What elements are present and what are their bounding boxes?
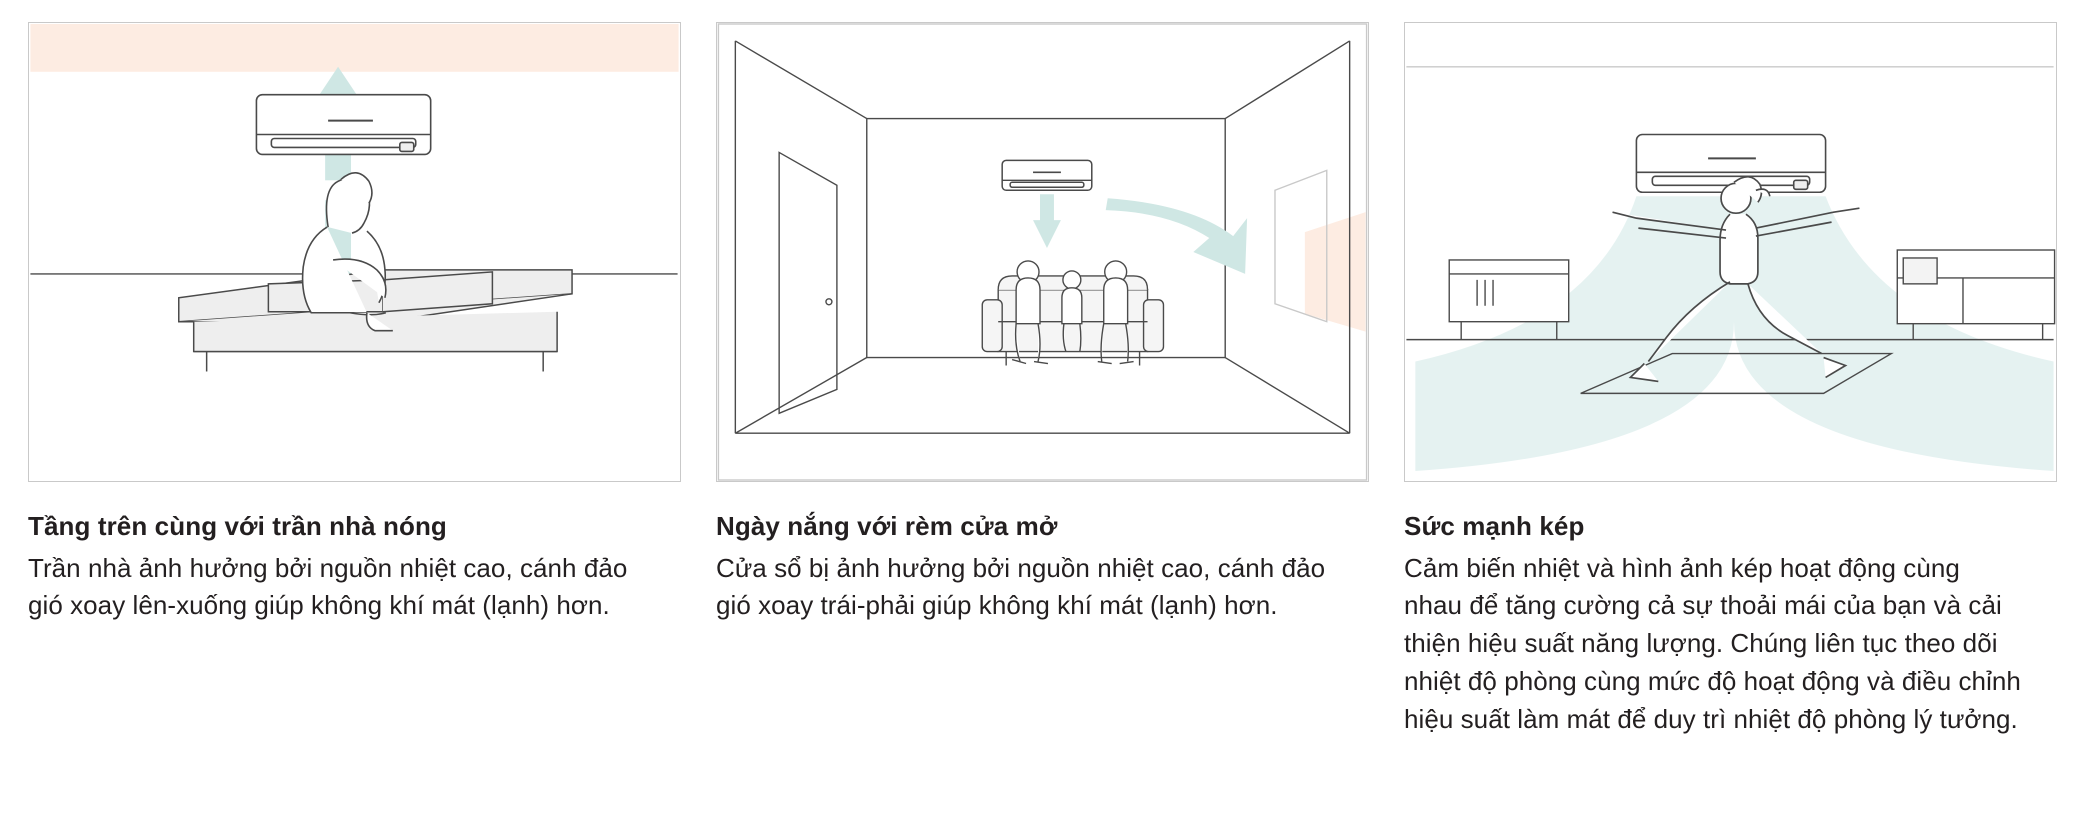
card-title: Ngày nắng với rèm cửa mở (716, 511, 1058, 541)
illustration-living-room-horizontal-airflow (716, 22, 1369, 482)
card-title: Tầng trên cùng với trần nhà nóng (28, 511, 447, 541)
feature-card-dual-power (1404, 22, 2057, 738)
card-title: Sức mạnh kép (1404, 511, 1585, 541)
illustration-yoga-room-wide-airflow (1404, 22, 2057, 482)
feature-card-sunny-day (716, 22, 1369, 625)
illustration-bedroom-vertical-airflow (28, 22, 681, 482)
caption-sunny-day (716, 482, 1369, 625)
feature-card-top-floor (28, 22, 681, 625)
card-body: Trần nhà ảnh hưởng bởi nguồn nhiệt cao, cánh đảo gió xoay lên-xuống giúp không khí mát (lạnh) hơn. (28, 552, 628, 621)
feature-card-row (28, 22, 2048, 738)
card-body: Cảm biến nhiệt và hình ảnh kép hoạt động cùng nhau để tăng cường cả sự thoải mái của bạn và cải thiện hiệu suất năng lượng. Chúng liên tục theo dõi nhiệt độ phòng cùng mức độ hoạt động và điều chỉnh hiệu suất làm mát để duy trì nhiệt độ phòng lý tưởng. (1404, 552, 2021, 734)
caption-dual-power (1404, 482, 2057, 738)
card-body: Cửa sổ bị ảnh hưởng bởi nguồn nhiệt cao, cánh đảo gió xoay trái-phải giúp không khí mát (lạnh) hơn. (716, 552, 1326, 621)
caption-top-floor (28, 482, 681, 625)
